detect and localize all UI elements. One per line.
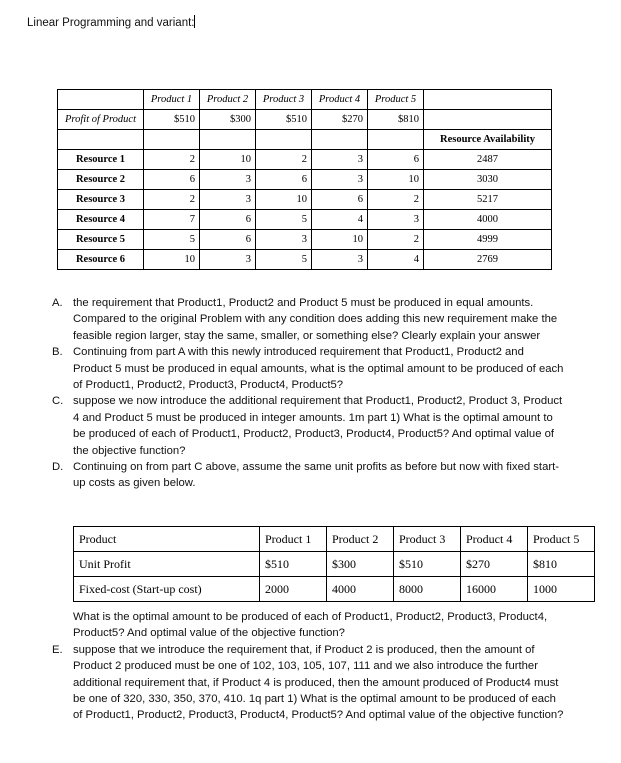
header-cell-product-3: Product 3 — [256, 90, 312, 110]
availability-header-label: Resource Availability — [424, 130, 552, 150]
fixed-cost-cell: 1000 — [528, 577, 595, 602]
profit-cell-product-3: $510 — [256, 110, 312, 130]
fixed-cost-cell: 2000 — [260, 577, 327, 602]
resource-cell: 6 — [200, 230, 256, 250]
page-title — [27, 15, 195, 31]
text-cursor — [194, 15, 195, 28]
list-item-text: the requirement that Product1, Product2 and Product 5 must be produced in equal amounts. Compared to the original Problem with any condition does adding this new requirement make the feasible region larger, stay the same, smaller, or something else? Clearly explain your answer — [73, 297, 558, 342]
page-title-text: Linear Programming and variant: — [27, 17, 195, 29]
resource-cell: 6 — [312, 190, 368, 210]
unit-profit-cell: $510 — [260, 552, 327, 577]
resource-cell: 10 — [144, 250, 200, 270]
resource-availability-cell: 2769 — [424, 250, 552, 270]
header-cell-product-1: Product 1 — [144, 90, 200, 110]
availability-blank-5 — [368, 130, 424, 150]
resource-cell: 3 — [312, 150, 368, 170]
table-row-header — [74, 527, 595, 552]
unit-profit-cell: $810 — [528, 552, 595, 577]
header-cell-corner — [58, 90, 144, 110]
list-item — [52, 344, 564, 393]
list-item-text: suppose we now introduce the additional requirement that Product1, Product2, Product 3, Product 4 and Product 5 must be produced in integer amounts. 1m part 1) What is the optimal amount to be produced of each of Product1, Product2, Product3, Product4, Product5? And optimal value of the objective function? — [73, 395, 563, 457]
resource-availability-cell: 5217 — [424, 190, 552, 210]
resource-cell: 2 — [368, 190, 424, 210]
fixed-cost-cell: 16000 — [461, 577, 528, 602]
header-cell-product-5: Product 5 — [368, 90, 424, 110]
resource-row-label: Resource 6 — [58, 250, 144, 270]
fixed-cost-cell: 4000 — [327, 577, 394, 602]
resource-cell: 3 — [368, 210, 424, 230]
resource-cell: 2 — [368, 230, 424, 250]
cost-header-label: Product — [74, 527, 260, 552]
table-row — [74, 577, 595, 602]
resource-cell: 5 — [256, 210, 312, 230]
resource-availability-cell: 3030 — [424, 170, 552, 190]
list-item-text: What is the optimal amount to be produced of each of Product1, Product2, Product3, Product4, Product5? And optimal value of the objective function? — [73, 611, 548, 640]
table-row — [58, 190, 552, 210]
profit-cell-product-4: $270 — [312, 110, 368, 130]
unit-profit-cell: $270 — [461, 552, 528, 577]
resource-cell: 3 — [256, 230, 312, 250]
list-item — [52, 459, 564, 492]
unit-profit-cell: $510 — [394, 552, 461, 577]
table-row — [58, 150, 552, 170]
fixed-cost-table — [73, 526, 595, 602]
list-item-marker: A. — [52, 297, 63, 309]
resource-row-label: Resource 1 — [58, 150, 144, 170]
table-row — [74, 552, 595, 577]
table-row — [58, 250, 552, 270]
cost-header-product-5: Product 5 — [528, 527, 595, 552]
header-cell-trailing — [424, 90, 552, 110]
list-item-marker: B. — [52, 346, 63, 359]
profit-cell-product-1: $510 — [144, 110, 200, 130]
resource-cell: 10 — [368, 170, 424, 190]
resource-row-label: Resource 2 — [58, 170, 144, 190]
table-row-availability-header — [58, 130, 552, 150]
list-item-marker: D. — [52, 461, 64, 474]
availability-blank-4 — [312, 130, 368, 150]
cost-header-product-4: Product 4 — [461, 527, 528, 552]
availability-blank-1 — [144, 130, 200, 150]
fixed-cost-cell: 8000 — [394, 577, 461, 602]
profit-cell-trailing — [424, 110, 552, 130]
resource-matrix-table — [57, 89, 552, 270]
availability-blank-2 — [200, 130, 256, 150]
list-item-text: suppose that we introduce the requirement that, if Product 2 is produced, then the amount of Product 2 produced must be one of 102, 103, 105, 107, 111 and we also introduce the further additional requirement that, if Product 4 is produced, then the amount produced of Product4 must be one of 320, 330, 350, 370, 410. 1q part 1) What is the optimal amount to be produced of each of Product1, Product2, Product3, Product4, Product5? And optimal value of the objective function? — [73, 643, 564, 722]
unit-profit-label: Unit Profit — [74, 552, 260, 577]
resource-cell: 10 — [256, 190, 312, 210]
list-item — [52, 295, 564, 344]
cost-header-product-3: Product 3 — [394, 527, 461, 552]
resource-cell: 2 — [144, 150, 200, 170]
list-item — [52, 642, 564, 724]
resource-row-label: Resource 5 — [58, 230, 144, 250]
resource-cell: 7 — [144, 210, 200, 230]
table-row — [58, 170, 552, 190]
resource-cell: 3 — [200, 170, 256, 190]
resource-availability-cell: 4000 — [424, 210, 552, 230]
question-list-bottom — [52, 609, 564, 724]
cost-header-product-1: Product 1 — [260, 527, 327, 552]
profit-cell-product-5: $810 — [368, 110, 424, 130]
resource-availability-cell: 4999 — [424, 230, 552, 250]
resource-cell: 10 — [200, 150, 256, 170]
resource-cell: 2 — [256, 150, 312, 170]
resource-cell: 10 — [312, 230, 368, 250]
resource-cell: 4 — [368, 250, 424, 270]
cost-header-product-2: Product 2 — [327, 527, 394, 552]
table-row-profit — [58, 110, 552, 130]
list-item-continuation — [52, 609, 564, 642]
resource-cell: 6 — [200, 210, 256, 230]
profit-row-label: Profit of Product — [58, 110, 144, 130]
resource-cell: 3 — [200, 190, 256, 210]
list-item-marker: C. — [52, 395, 64, 408]
fixed-cost-label: Fixed-cost (Start-up cost) — [74, 577, 260, 602]
unit-profit-cell: $300 — [327, 552, 394, 577]
availability-blank-0 — [58, 130, 144, 150]
table-row — [58, 210, 552, 230]
resource-cell: 5 — [256, 250, 312, 270]
availability-blank-3 — [256, 130, 312, 150]
resource-cell: 2 — [144, 190, 200, 210]
table-row — [58, 230, 552, 250]
list-item — [52, 393, 564, 459]
table-row-header — [58, 90, 552, 110]
resource-cell: 3 — [312, 250, 368, 270]
question-list-top — [52, 295, 564, 492]
resource-cell: 4 — [312, 210, 368, 230]
list-item-text: Continuing from part A with this newly introduced requirement that Product1, Product2 and Product 5 must be produced in equal amounts, what is the optimal amount to be produced of each of Product1, Product2, Product3, Product4, Product5? — [73, 346, 564, 392]
header-cell-product-2: Product 2 — [200, 90, 256, 110]
resource-cell: 5 — [144, 230, 200, 250]
resource-cell: 6 — [368, 150, 424, 170]
resource-availability-cell: 2487 — [424, 150, 552, 170]
resource-row-label: Resource 4 — [58, 210, 144, 230]
resource-row-label: Resource 3 — [58, 190, 144, 210]
header-cell-product-4: Product 4 — [312, 90, 368, 110]
profit-cell-product-2: $300 — [200, 110, 256, 130]
resource-cell: 3 — [312, 170, 368, 190]
list-item-text: Continuing on from part C above, assume the same unit profits as before but now with fixed start-up costs as given below. — [73, 461, 560, 490]
list-item-marker: E. — [52, 643, 63, 656]
resource-cell: 3 — [200, 250, 256, 270]
resource-cell: 6 — [256, 170, 312, 190]
resource-cell: 6 — [144, 170, 200, 190]
